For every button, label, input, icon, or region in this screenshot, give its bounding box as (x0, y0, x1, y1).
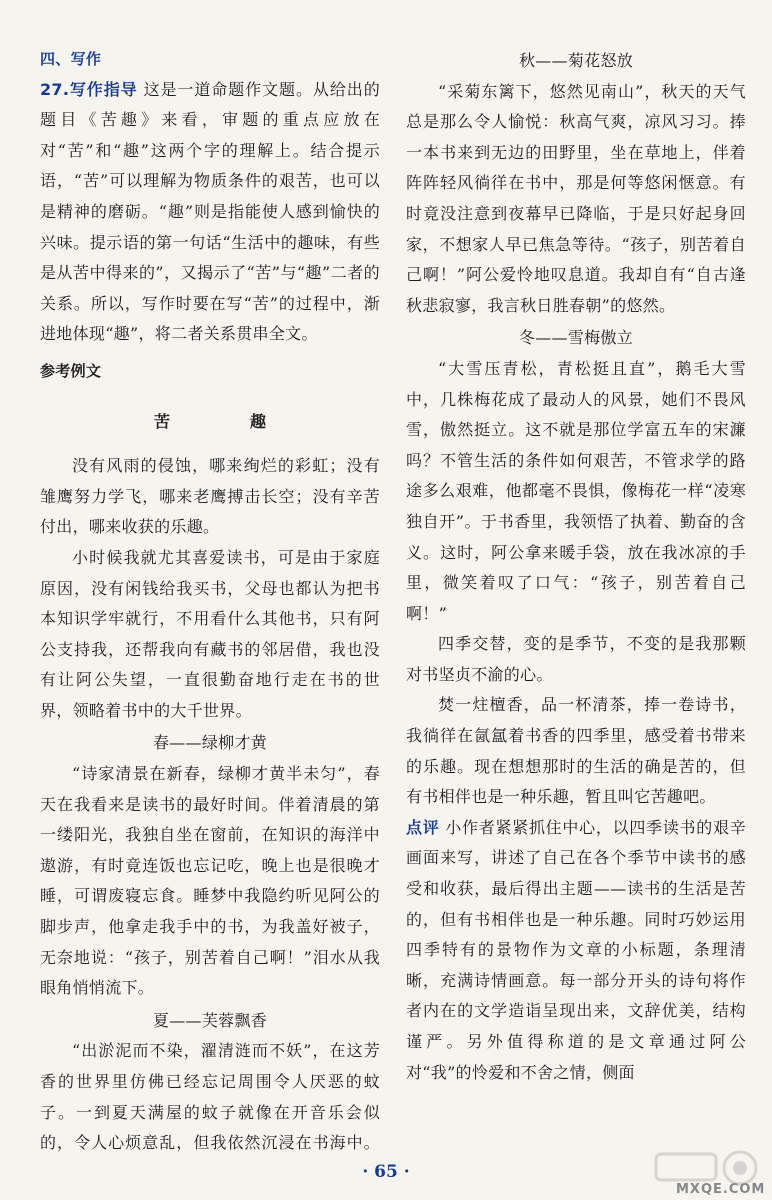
spring-subtitle: 春——绿柳才黄 (152, 733, 268, 753)
right-column (406, 44, 746, 1088)
autumn-subtitle: 秋——菊花怒放 (518, 51, 634, 70)
section-heading: 四、写作 (40, 50, 102, 68)
spring-paragraph: “诗家清景在新春，绿柳才黄半未匀”，春天在我看来是读书的最好时间。伴着清晨的第一缕阳光，我独自坐在窗前，在知识的海洋中遨游，有时竟连饭也忘记吃，晚上也是很晚才睡，可谓废寝忘食。睡梦中我隐约听见阿公的脚步声，他拿走我手中的书，为我盖好被子，无奈地说：“孩子，别苦着自己啊！”泪水从我眼角悄悄流下。 (40, 764, 380, 998)
watermark-text: MXQE.COM (676, 1182, 766, 1197)
comment-text: 小作者紧紧抓住中心，以四季读书的艰辛画面来写，讲述了自己在各个季节中读书的感受和收获，最后得出主题——读书的生活是苦的，但有书相伴也是一种乐趣。同时巧妙运用四季特有的景物作为文章的小标题，条理清晰，充满诗情画意。每一部分开头的诗句将作者内在的文学造诣呈现出来，文辞优美，结构谨严。另外值得称道的是文章通过阿公对“我”的怜爱和不舍之情，侧面 (406, 817, 747, 1082)
question-text: 这是一道命题作文题。从给出的题目《苦趣》来看，审题的重点应放在对“苦”和“趣”这两个字的理解上。结合提示语，“苦”可以理解为物质条件的艰苦，也可以是精神的磨砺。“趣”则是指能使人感到愉快的兴味。提示语的第一句话“生活中的趣味，有些是从苦中得来的”，又揭示了“苦”与“趣”二者的关系。所以，写作时要在写“苦”的过程中，渐进地体现“趣”，将二者关系贯串全文。 (40, 79, 381, 344)
winter-subtitle: 冬——雪梅傲立 (518, 328, 634, 348)
question-label: 写作指导 (69, 79, 138, 99)
comment-label: 点评 (406, 817, 440, 837)
ending-paragraph: 焚一炷檀香，品一杯清茶，捧一卷诗书，我徜徉在氤氲着书香的四季里，感受着书带来的乐趣。现在想想那时的生活的确是苦的，但有书相伴也是一种乐趣，暂且叫它苦趣吧。 (406, 695, 746, 807)
essay-paragraph-1: 没有风雨的侵蚀，哪来绚烂的彩虹；没有雏鹰努力学飞，哪来老鹰搏击长空；没有辛苦付出，哪来收获的乐趣。 (40, 456, 380, 537)
page-number: · 65 · (362, 1162, 410, 1182)
question-paragraph (40, 75, 380, 350)
comment-paragraph (406, 813, 746, 1088)
seasons-paragraph: 四季交替，变的是季节，不变的是我那颗对书坚贞不渝的心。 (406, 634, 746, 684)
summer-subtitle: 夏——芙蓉飘香 (152, 1010, 268, 1030)
autumn-paragraph: “采菊东篱下，悠然见南山”，秋天的天气总是那么令人愉悦：秋高气爽，凉风习习。捧一本书来到无边的田野里，坐在草地上，伴着阵阵轻风徜徉在书中，那是何等悠闲惬意。有时竟没注意到夜幕早已降临，于是只好起身回家，不想家人早已焦急等待。“孩子，别苦着自己啊！”阿公爱怜地叹息道。我却自有“自古逢秋悲寂寥，我言秋日胜春朝”的悠然。 (406, 81, 746, 315)
essay-paragraph-2: 小时候我就尤其喜爱读书，可是由于家庭原因，没有闲钱给我买书，父母也都认为把书本知识学牢就行，不用看什么其他书，只有阿公支持我，还帮我向有藏书的邻居借，我也没有让阿公失望，一直很勤奋地行走在书的世界，领略着书中的大千世界。 (40, 547, 380, 720)
summer-paragraph: “出淤泥而不染，濯清涟而不妖”，在这芳香的世界里仿佛已经忘记周围令人厌恶的蚊子。一到夏天满屋的蚊子就像在开音乐会似的，令人心烦意乱，但我依然沉浸在书海中。 (40, 1041, 380, 1153)
essay-title: 苦 趣 (153, 411, 298, 431)
example-label: 参考例文 (40, 361, 102, 380)
question-number: 27. (40, 79, 70, 99)
winter-paragraph: “大雪压青松，青松挺且直”，鹅毛大雪中，几株梅花成了最动人的风景，她们不畏风雪，傲然挺立。这不就是那位学富五车的宋濂吗？不管生活的条件如何艰苦，不管求学的路途多么艰难，他都毫不畏惧，像梅花一样“凌寒独自开”。于书香里，我领悟了执着、勤奋的含义。这时，阿公拿来暖手袋，放在我冰凉的手里，微笑着叹了口气：“孩子，别苦着自己啊！” (406, 358, 746, 623)
left-column (40, 44, 380, 1158)
